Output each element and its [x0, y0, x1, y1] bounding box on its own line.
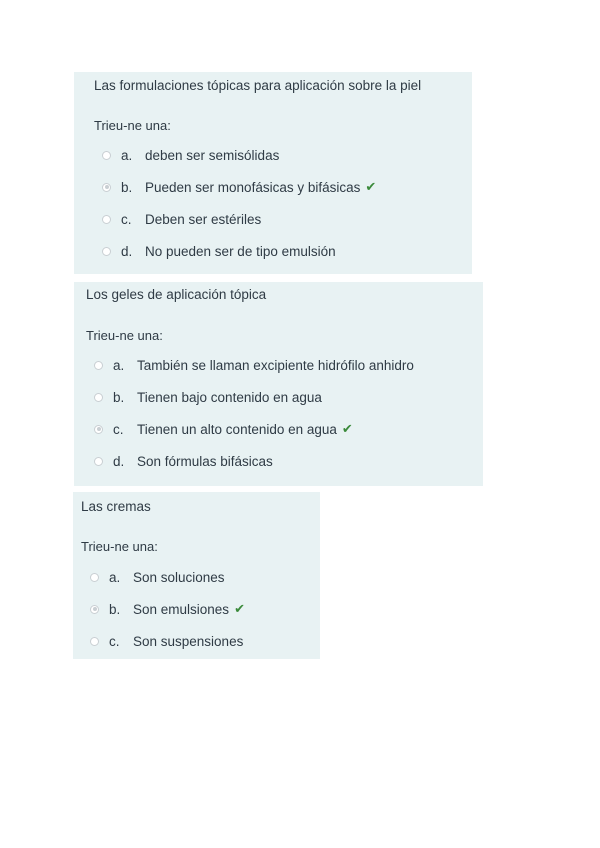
answer-option-c[interactable] [102, 209, 261, 229]
option-letter: c. [109, 633, 120, 649]
option-text: Pueden ser monofásicas y bifásicas [145, 179, 361, 195]
option-letter: b. [113, 389, 125, 405]
radio-button[interactable] [90, 573, 99, 582]
answer-option-a[interactable] [94, 355, 414, 375]
question-card-1 [74, 72, 472, 274]
answer-option-b[interactable] [94, 387, 322, 407]
question-text: Las formulaciones tópicas para aplicación sobre la piel [94, 78, 422, 93]
answer-prompt: Trieu-ne una: [86, 328, 163, 343]
option-text: Son fórmulas bifásicas [137, 453, 273, 469]
question-text: Los geles de aplicación tópica [86, 287, 267, 302]
option-text: También se llaman excipiente hidrófilo anhidro [137, 357, 414, 373]
option-letter: b. [121, 179, 133, 195]
question-text: Las cremas [81, 499, 151, 514]
option-letter: a. [109, 569, 121, 585]
answer-option-c[interactable] [90, 631, 243, 651]
option-text: Tienen un alto contenido en agua [137, 421, 337, 437]
radio-button[interactable] [102, 215, 111, 224]
option-letter: d. [113, 453, 125, 469]
option-text: deben ser semisólidas [145, 147, 280, 163]
radio-button-selected[interactable] [102, 183, 111, 192]
option-letter: d. [121, 243, 133, 259]
radio-button[interactable] [102, 247, 111, 256]
option-letter: c. [113, 421, 124, 437]
option-letter: c. [121, 211, 132, 227]
question-card-3 [73, 492, 320, 659]
answer-option-b[interactable] [102, 177, 376, 197]
option-text: No pueden ser de tipo emulsión [145, 243, 336, 259]
option-letter: b. [109, 601, 121, 617]
answer-option-b[interactable] [90, 599, 245, 619]
radio-button[interactable] [94, 361, 103, 370]
question-card-2 [74, 282, 483, 486]
radio-button[interactable] [94, 393, 103, 402]
option-text: Deben ser estériles [145, 211, 262, 227]
answer-option-a[interactable] [90, 567, 225, 587]
correct-check-icon: ✔ [341, 421, 353, 436]
answer-option-a[interactable] [102, 145, 279, 165]
option-text: Son soluciones [133, 569, 225, 585]
answer-prompt: Trieu-ne una: [81, 539, 158, 554]
correct-check-icon: ✔ [234, 601, 245, 616]
answer-option-d[interactable] [94, 451, 273, 471]
radio-button[interactable] [90, 637, 99, 646]
option-letter: a. [113, 357, 125, 373]
radio-button[interactable] [102, 151, 111, 160]
radio-button-selected[interactable] [94, 425, 103, 434]
answer-option-c[interactable] [94, 419, 353, 439]
option-text: Son emulsiones [133, 601, 230, 617]
option-text: Tienen bajo contenido en agua [137, 389, 322, 405]
answer-option-d[interactable] [102, 241, 336, 261]
correct-check-icon: ✔ [365, 179, 377, 194]
option-letter: a. [121, 147, 133, 163]
answer-prompt: Trieu-ne una: [94, 118, 171, 133]
radio-button[interactable] [94, 457, 103, 466]
radio-button-selected[interactable] [90, 605, 99, 614]
option-text: Son suspensiones [133, 633, 244, 649]
